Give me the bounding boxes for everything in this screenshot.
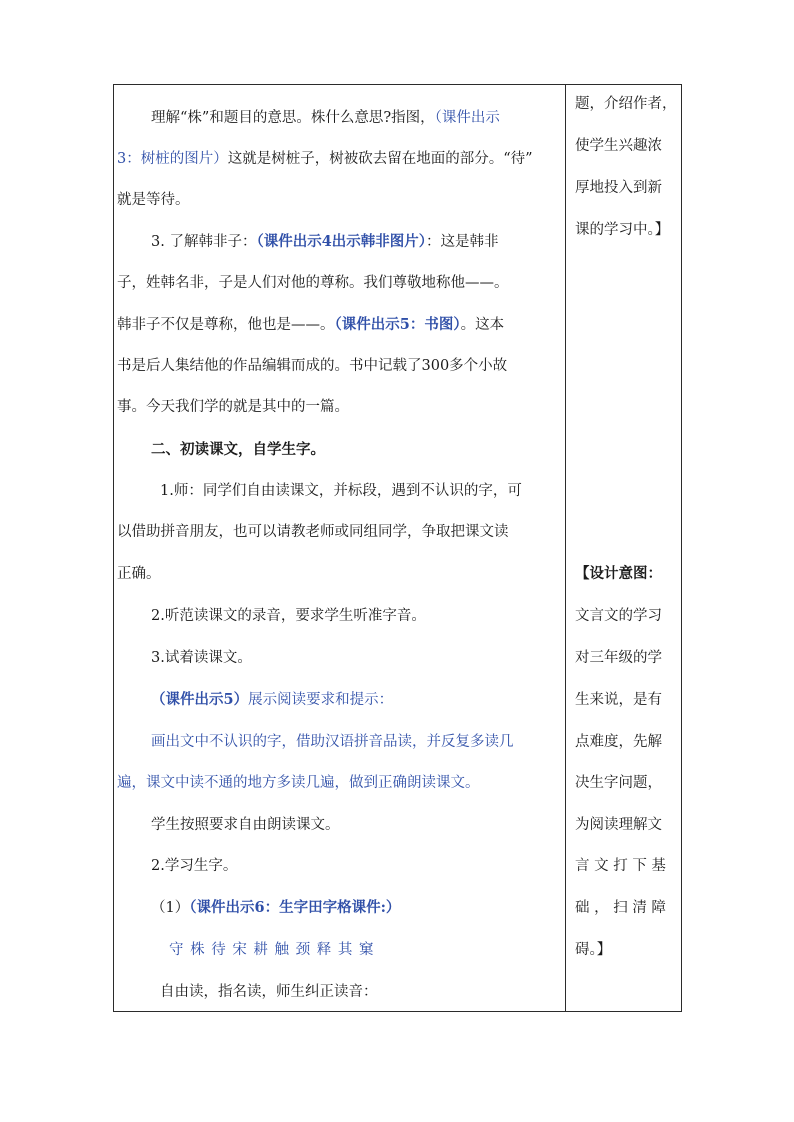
paragraph-line-7: 书是后人集结他的作品编辑而成的。书中记载了300多个小故	[117, 358, 508, 374]
paragraph-line-2	[117, 149, 533, 169]
courseware-note: 3：树桩的图片）	[117, 151, 228, 167]
paragraph-line-22: 自由读，指名读，师生纠正读音：	[160, 984, 378, 1000]
paragraph-line-3: 就是等待。	[117, 192, 190, 208]
side-note-line-13: 础 ， 扫 清 障	[575, 900, 666, 916]
side-note-line-12: 言 文 打 下 基	[575, 858, 666, 874]
side-note-line-11: 为阅读理解文	[575, 817, 662, 833]
paragraph-line-4	[151, 232, 499, 252]
section-heading: 二、初读课文，自学生字。	[151, 441, 325, 458]
paragraph-line-8: 事。今天我们学的就是其中的一篇。	[117, 399, 349, 415]
side-note-line-8: 生来说，是有	[575, 692, 662, 708]
side-note-line-10: 决生字问题，	[575, 775, 662, 791]
courseware-note: （课件出示4出示韩非图片）	[256, 233, 427, 250]
text-span: ：这是韩非	[426, 234, 499, 250]
paragraph-line-12: 正确。	[117, 566, 161, 582]
side-note-line-4: 课的学习中。】	[575, 222, 670, 238]
text-span: 这就是树桩子，树被砍去留在地面的部分。“待”	[227, 151, 533, 167]
design-intent-heading: 【设计意图：	[575, 565, 662, 582]
paragraph-line-1	[151, 108, 500, 128]
paragraph-line-5: 子，姓韩名非，子是人们对他的尊称。我们尊敬地称他——。	[117, 275, 509, 291]
courseware-note: （课件出示5）	[151, 691, 249, 708]
column-divider	[565, 84, 566, 1012]
side-note-line-1: 题，介绍作者，	[575, 96, 677, 112]
paragraph-line-14: 3.试着读课文。	[151, 650, 252, 666]
side-note-line-7: 对三年级的学	[575, 650, 662, 666]
text-span: 韩非子不仅是尊称，他也是——。	[117, 317, 335, 333]
paragraph-line-10: 1.师：同学们自由读课文，并标段，遇到不认识的字，可	[160, 483, 522, 499]
paragraph-line-13: 2.听范读课文的录音，要求学生听准字音。	[151, 608, 426, 624]
side-note-line-9: 点难度，先解	[575, 734, 662, 750]
text-span: 3. 了解韩非子：	[151, 234, 257, 250]
courseware-note: （课件出示6：生字田字格课件:）	[189, 899, 401, 916]
side-note-line-2: 使学生兴趣浓	[575, 138, 662, 154]
text-span: 展示阅读要求和提示：	[248, 692, 394, 708]
paragraph-line-6	[117, 315, 504, 335]
courseware-note: （课件出示5：书图）	[334, 316, 461, 333]
side-note-line-3: 厚地投入到新	[575, 180, 662, 196]
paragraph-line-18: 学生按照要求自由朗读课文。	[151, 817, 340, 833]
paragraph-line-11: 以借助拼音朋友，也可以请教老师或同组同学，争取把课文读	[117, 524, 509, 540]
text-span: 理解“株”和题目的意思。株什么意思?指图，	[151, 110, 435, 126]
paragraph-line-19: 2.学习生字。	[151, 858, 238, 874]
courseware-note: （课件出示	[434, 110, 500, 126]
character-list: 守 株 待 宋 耕 触 颈 释 其 窠	[169, 942, 375, 958]
text-span: 。这本	[460, 317, 505, 333]
text-span: （1）	[151, 900, 190, 916]
side-note-line-14: 碍。】	[575, 942, 612, 958]
side-note-line-6: 文言文的学习	[575, 608, 662, 624]
paragraph-line-17: 遍，课文中读不通的地方多读几遍，做到正确朗读课文。	[117, 775, 480, 791]
paragraph-line-15	[151, 690, 393, 710]
paragraph-line-16: 画出文中不认识的字，借助汉语拼音品读，并反复多读几	[151, 734, 514, 750]
paragraph-line-20	[151, 898, 400, 918]
